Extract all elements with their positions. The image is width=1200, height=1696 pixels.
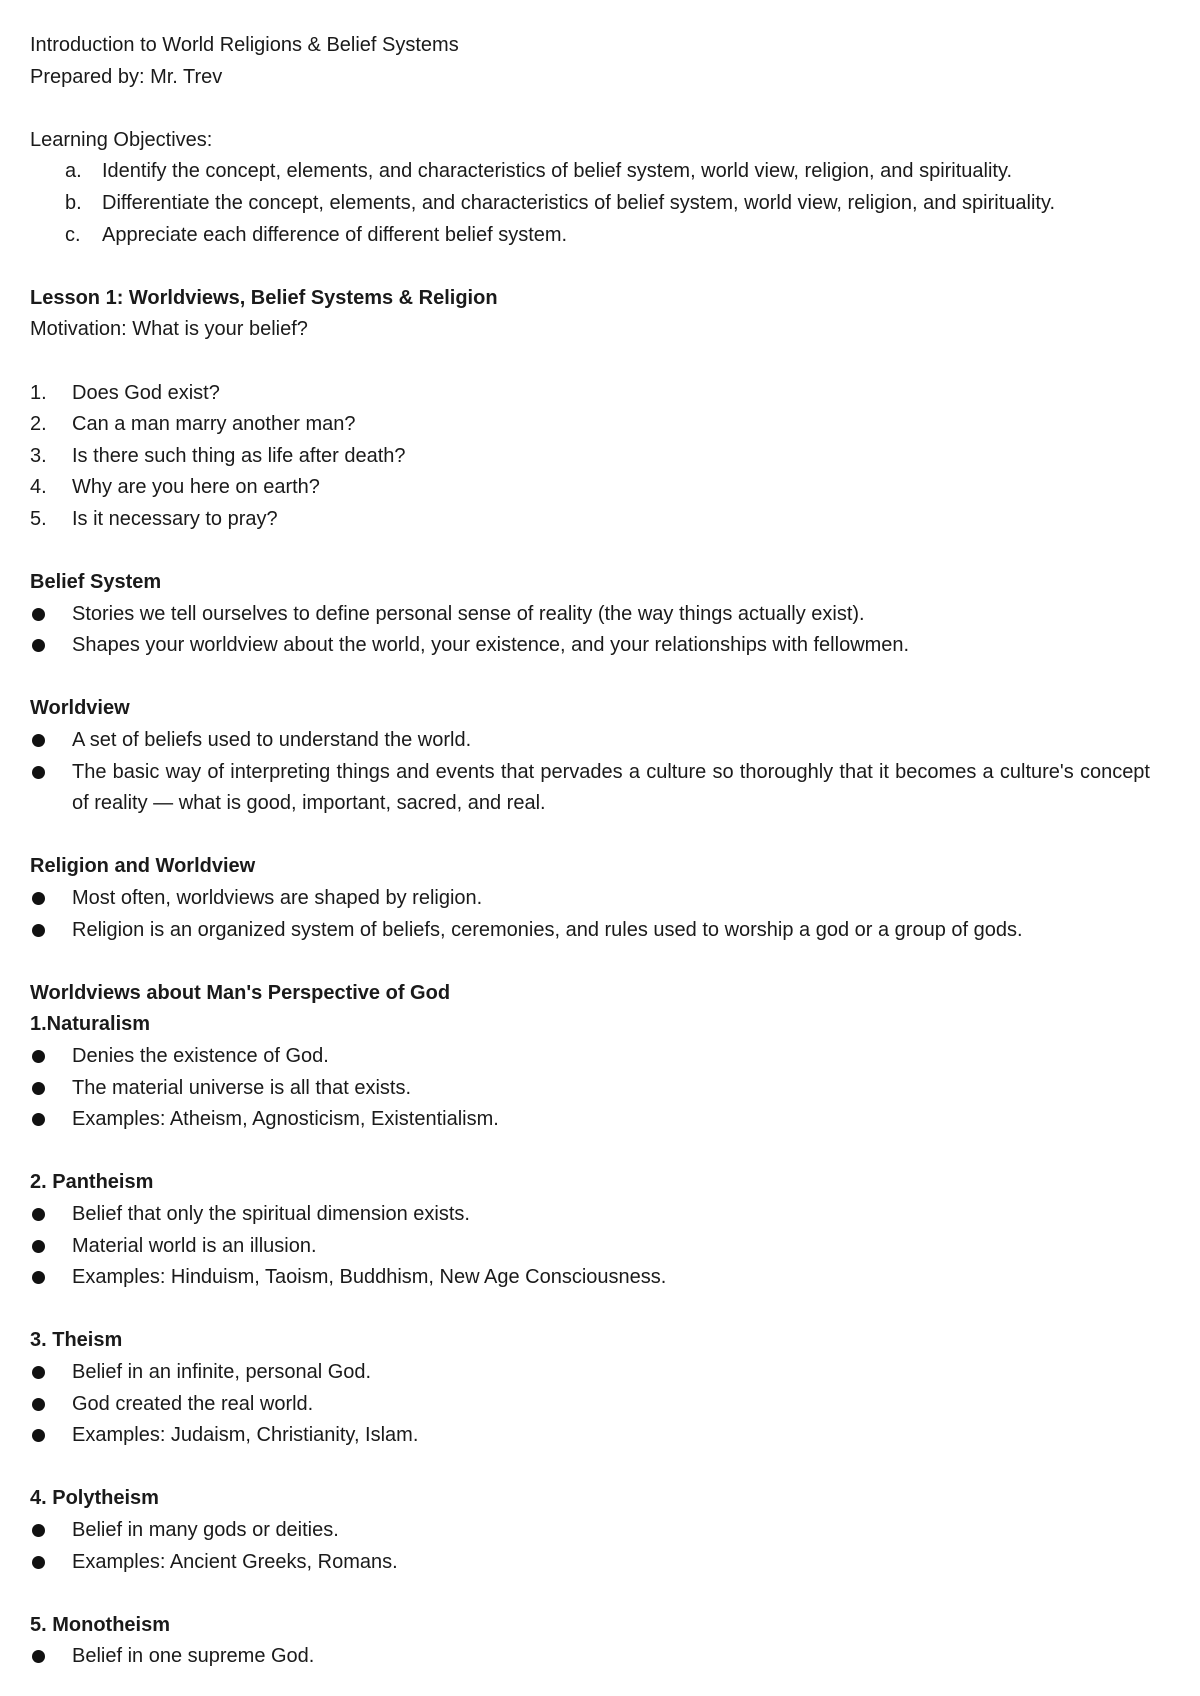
list-marker: 4. xyxy=(30,476,47,499)
polytheism-bullets xyxy=(30,1515,1170,1578)
bullet-icon xyxy=(32,639,45,652)
list-item-text: Does God exist? xyxy=(72,381,220,404)
bullet-icon xyxy=(32,734,45,747)
bullet-icon xyxy=(32,892,45,905)
list-item xyxy=(30,472,1170,504)
spacer xyxy=(30,1578,1170,1610)
list-marker: b. xyxy=(65,191,82,214)
spacer xyxy=(30,536,1170,568)
belief-system-bullets xyxy=(30,599,1170,662)
list-item xyxy=(30,378,1170,410)
spacer xyxy=(30,820,1170,852)
list-item xyxy=(30,630,1170,662)
list-item xyxy=(30,1420,1170,1452)
document-title: Introduction to World Religions & Belief Systems xyxy=(30,34,459,56)
list-item xyxy=(30,409,1170,441)
list-item xyxy=(30,1231,1170,1263)
list-item xyxy=(30,725,1170,757)
spacer xyxy=(30,1136,1170,1168)
list-item xyxy=(30,1041,1170,1073)
list-item xyxy=(30,220,1170,252)
theism-bullets xyxy=(30,1357,1170,1452)
bullet-icon xyxy=(32,1556,45,1569)
list-item xyxy=(30,1547,1170,1579)
list-item-text: Identify the concept, elements, and characteristics of belief system, world view, religion, and spirituality. xyxy=(102,160,1013,183)
list-item xyxy=(30,188,1170,220)
list-item-text: Examples: Hinduism, Taoism, Buddhism, New Age Consciousness. xyxy=(72,1266,667,1289)
list-item-text: Why are you here on earth? xyxy=(72,476,320,499)
bullet-icon xyxy=(32,1524,45,1537)
list-item-text: Material world is an illusion. xyxy=(72,1234,317,1257)
list-item-text: Examples: Judaism, Christianity, Islam. xyxy=(72,1424,419,1447)
list-item-text: God created the real world. xyxy=(72,1392,314,1415)
list-item xyxy=(30,883,1170,915)
bullet-icon xyxy=(32,1271,45,1284)
list-item-text: Denies the existence of God. xyxy=(72,1045,329,1067)
objectives-list xyxy=(30,156,1170,251)
lesson-title: Lesson 1: Worldviews, Belief Systems & Religion xyxy=(30,286,498,309)
spacer xyxy=(30,1294,1170,1326)
questions-list xyxy=(30,378,1170,536)
list-item-text: The basic way of interpreting things and events that pervades a culture so thoroughly that it becomes a culture's concept of reality — what is good, important, sacred, and real. xyxy=(72,760,1150,815)
list-item xyxy=(30,1515,1170,1547)
list-item xyxy=(30,1073,1170,1105)
worldview-heading: Worldview xyxy=(30,697,130,720)
list-item-text: Examples: Ancient Greeks, Romans. xyxy=(72,1550,398,1573)
list-item xyxy=(30,1389,1170,1421)
list-item xyxy=(30,504,1170,536)
perspectives-heading: Worldviews about Man's Perspective of God xyxy=(30,981,451,1004)
religion-worldview-heading: Religion and Worldview xyxy=(30,855,256,878)
list-item xyxy=(30,156,1170,188)
bullet-icon xyxy=(32,1398,45,1411)
belief-system-heading: Belief System xyxy=(30,571,162,594)
list-item-text: Belief in many gods or deities. xyxy=(72,1518,339,1541)
monotheism-heading: 5. Monotheism xyxy=(30,1613,171,1636)
bullet-icon xyxy=(32,1240,45,1253)
bullet-icon xyxy=(32,1650,45,1663)
spacer xyxy=(30,946,1170,978)
bullet-icon xyxy=(32,1113,45,1126)
theism-heading: 3. Theism xyxy=(30,1329,123,1352)
list-item-text: Differentiate the concept, elements, and characteristics of belief system, world view, religion, and spirituality. xyxy=(102,191,1056,214)
list-item xyxy=(30,1262,1170,1294)
list-marker: 5. xyxy=(30,507,47,530)
list-marker: c. xyxy=(65,223,81,246)
list-item-text: Belief that only the spiritual dimension exists. xyxy=(72,1202,470,1225)
list-item-text: Examples: Atheism, Agnosticism, Existentialism. xyxy=(72,1108,499,1131)
naturalism-bullets xyxy=(30,1041,1170,1136)
worldview-bullets xyxy=(30,725,1170,820)
monotheism-bullets xyxy=(30,1641,1170,1673)
list-item-text: Belief in an infinite, personal God. xyxy=(72,1360,372,1383)
list-item xyxy=(30,1104,1170,1136)
spacer xyxy=(30,251,1170,283)
bullet-icon xyxy=(32,608,45,621)
list-item xyxy=(30,1199,1170,1231)
list-item-text: Is there such thing as life after death? xyxy=(72,444,406,467)
bullet-icon xyxy=(32,1366,45,1379)
list-item-text: Can a man marry another man? xyxy=(72,413,356,436)
list-item-text: Stories we tell ourselves to define personal sense of reality (the way things actually exist). xyxy=(72,602,865,625)
list-item-text: A set of beliefs used to understand the world. xyxy=(72,729,472,752)
list-item-text: Is it necessary to pray? xyxy=(72,507,278,530)
list-item-text: Shapes your worldview about the world, your existence, and your relationships with fellowmen. xyxy=(72,634,910,657)
list-item-text: The material universe is all that exists. xyxy=(72,1076,412,1099)
pantheism-bullets xyxy=(30,1199,1170,1294)
spacer xyxy=(30,662,1170,694)
list-item-text: Religion is an organized system of beliefs, ceremonies, and rules used to worship a god or a group of gods. xyxy=(72,918,1023,941)
bullet-icon xyxy=(32,1208,45,1221)
list-item xyxy=(30,599,1170,631)
spacer xyxy=(30,93,1170,125)
list-item-text: Appreciate each difference of different belief system. xyxy=(102,223,568,246)
bullet-icon xyxy=(32,1050,45,1063)
naturalism-heading: 1.Naturalism xyxy=(30,1013,151,1036)
list-item xyxy=(30,1641,1170,1673)
list-marker: 2. xyxy=(30,413,47,436)
list-item xyxy=(30,915,1170,947)
list-marker: a. xyxy=(65,160,82,183)
spacer xyxy=(30,1452,1170,1484)
list-marker: 1. xyxy=(30,381,47,404)
polytheism-heading: 4. Polytheism xyxy=(30,1487,159,1510)
bullet-icon xyxy=(32,1082,45,1095)
list-item xyxy=(30,441,1170,473)
list-marker: 3. xyxy=(30,444,47,467)
list-item xyxy=(30,1357,1170,1389)
list-item-text: Belief in one supreme God. xyxy=(72,1645,315,1668)
list-item-text: Most often, worldviews are shaped by religion. xyxy=(72,887,483,910)
spacer xyxy=(30,346,1170,378)
lesson-motivation: Motivation: What is your belief? xyxy=(30,318,308,341)
pantheism-heading: 2. Pantheism xyxy=(30,1171,154,1194)
objectives-heading: Learning Objectives: xyxy=(30,128,213,151)
prepared-by: Prepared by: Mr. Trev xyxy=(30,65,223,88)
list-item xyxy=(30,757,1170,820)
bullet-icon xyxy=(32,766,45,779)
religion-worldview-bullets xyxy=(30,883,1170,946)
bullet-icon xyxy=(32,1429,45,1442)
bullet-icon xyxy=(32,924,45,937)
